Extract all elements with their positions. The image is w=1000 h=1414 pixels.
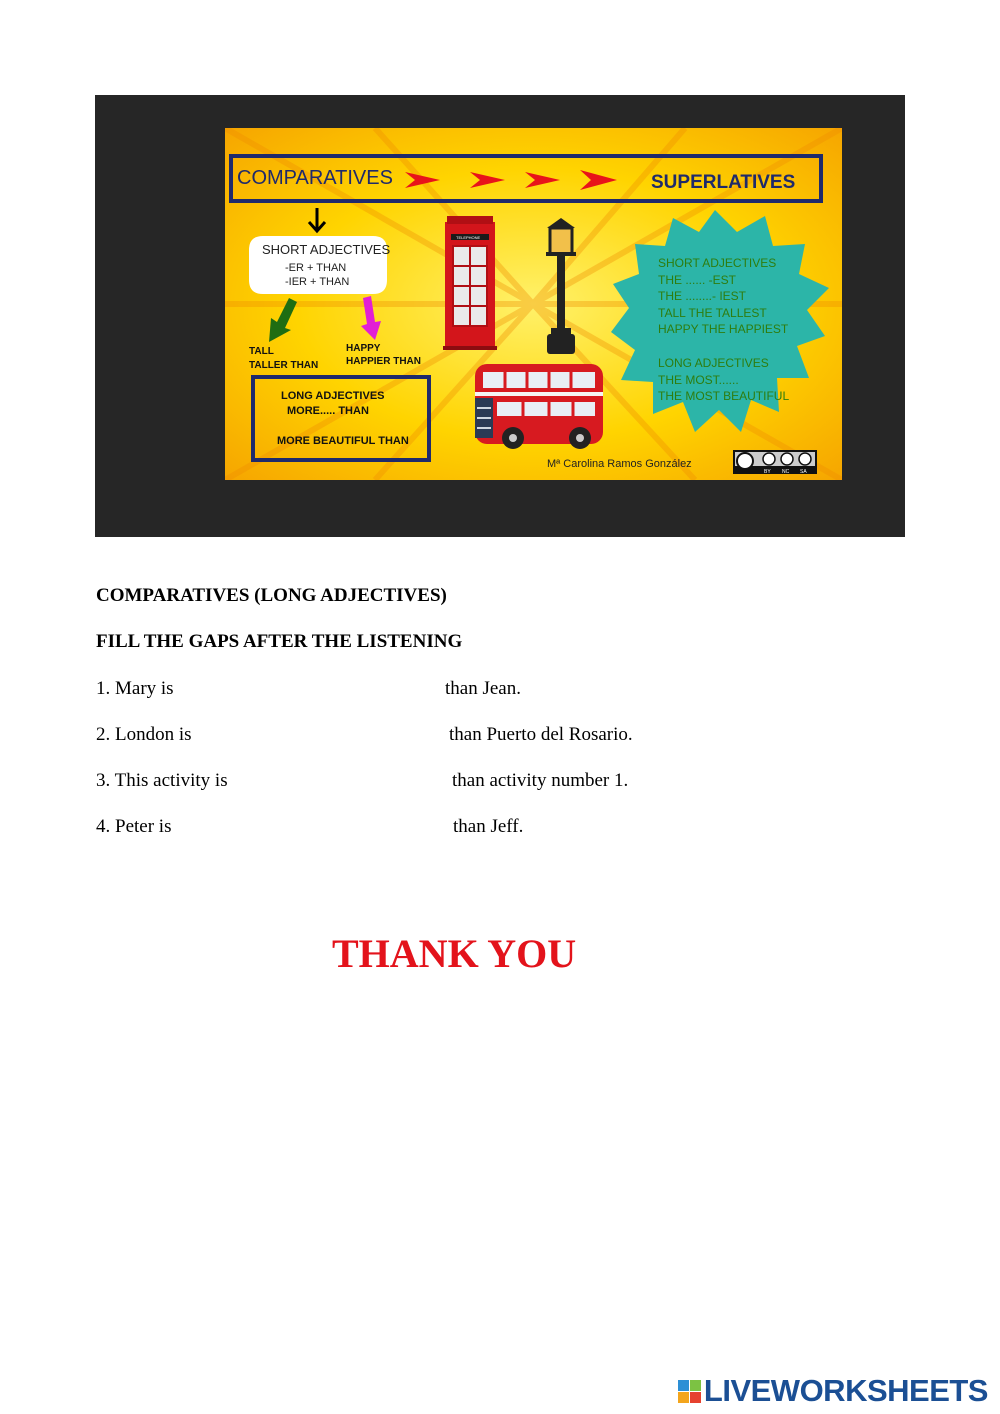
sentence-1	[96, 678, 521, 700]
sentence-start: 2. London is	[96, 724, 192, 745]
thank-you-text: THANK YOU	[332, 931, 577, 976]
cc-license-badge	[733, 450, 817, 475]
comparatives-label: COMPARATIVES	[237, 167, 393, 189]
sup-iest-rule: THE ........- IEST	[658, 289, 747, 303]
bus-icon	[475, 364, 603, 449]
sentence-end: than Jean.	[445, 678, 521, 699]
sup-est-rule: THE ...... -EST	[658, 273, 737, 287]
sentence-start: 1. Mary is	[96, 678, 174, 699]
svg-text:SA: SA	[800, 469, 807, 475]
sentence-4	[96, 816, 524, 838]
happy-label: HAPPY	[346, 343, 381, 354]
liveworksheets-logo[interactable]	[678, 1373, 988, 1409]
sup-most-rule: THE MOST......	[658, 373, 739, 387]
sup-short-label: SHORT ADJECTIVES	[658, 256, 777, 270]
sentence-2	[96, 724, 633, 746]
superlatives-label: SUPERLATIVES	[651, 172, 796, 193]
happier-than-label: HAPPIER THAN	[346, 356, 422, 367]
sup-most-beautiful-example: THE MOST BEAUTIFUL	[658, 389, 790, 403]
worksheet-instruction: FILL THE GAPS AFTER THE LISTENING	[96, 631, 463, 652]
svg-text:BY: BY	[764, 469, 771, 475]
author-credit: Mª Carolina Ramos González	[547, 458, 692, 470]
svg-text:NC: NC	[782, 469, 790, 475]
ier-rule: -IER + THAN	[285, 276, 350, 288]
telephone-box-icon	[443, 216, 497, 350]
brand-name: LIVEWORKSHEETS	[703, 1373, 988, 1408]
taller-than-label: TALLER THAN	[249, 360, 319, 371]
er-rule: -ER + THAN	[285, 262, 347, 274]
sentence-end: than Puerto del Rosario.	[449, 724, 633, 745]
sentence-start: 3. This activity is	[96, 770, 228, 791]
short-adjectives-label: SHORT ADJECTIVES	[262, 242, 391, 257]
sup-happy-example: HAPPY THE HAPPIEST	[658, 322, 789, 336]
comparatives-poster	[225, 128, 842, 480]
more-than-label: MORE..... THAN	[287, 405, 369, 417]
sup-tall-example: TALL THE TALLEST	[658, 306, 767, 320]
long-adjectives-label: LONG ADJECTIVES	[281, 390, 385, 402]
sentence-start: 4. Peter is	[96, 816, 172, 837]
worksheet-title: COMPARATIVES (LONG ADJECTIVES)	[96, 585, 447, 606]
more-beautiful-label: MORE BEAUTIFUL THAN	[277, 435, 409, 447]
sup-long-label: LONG ADJECTIVES	[658, 356, 769, 370]
sentence-end: than Jeff.	[453, 816, 524, 837]
sentence-3	[96, 770, 629, 792]
tall-label: TALL	[249, 346, 274, 357]
liveworksheets-icon	[678, 1380, 701, 1403]
telephone-sign: TELEPHONE	[456, 235, 481, 240]
sentence-end: than activity number 1.	[452, 770, 629, 791]
